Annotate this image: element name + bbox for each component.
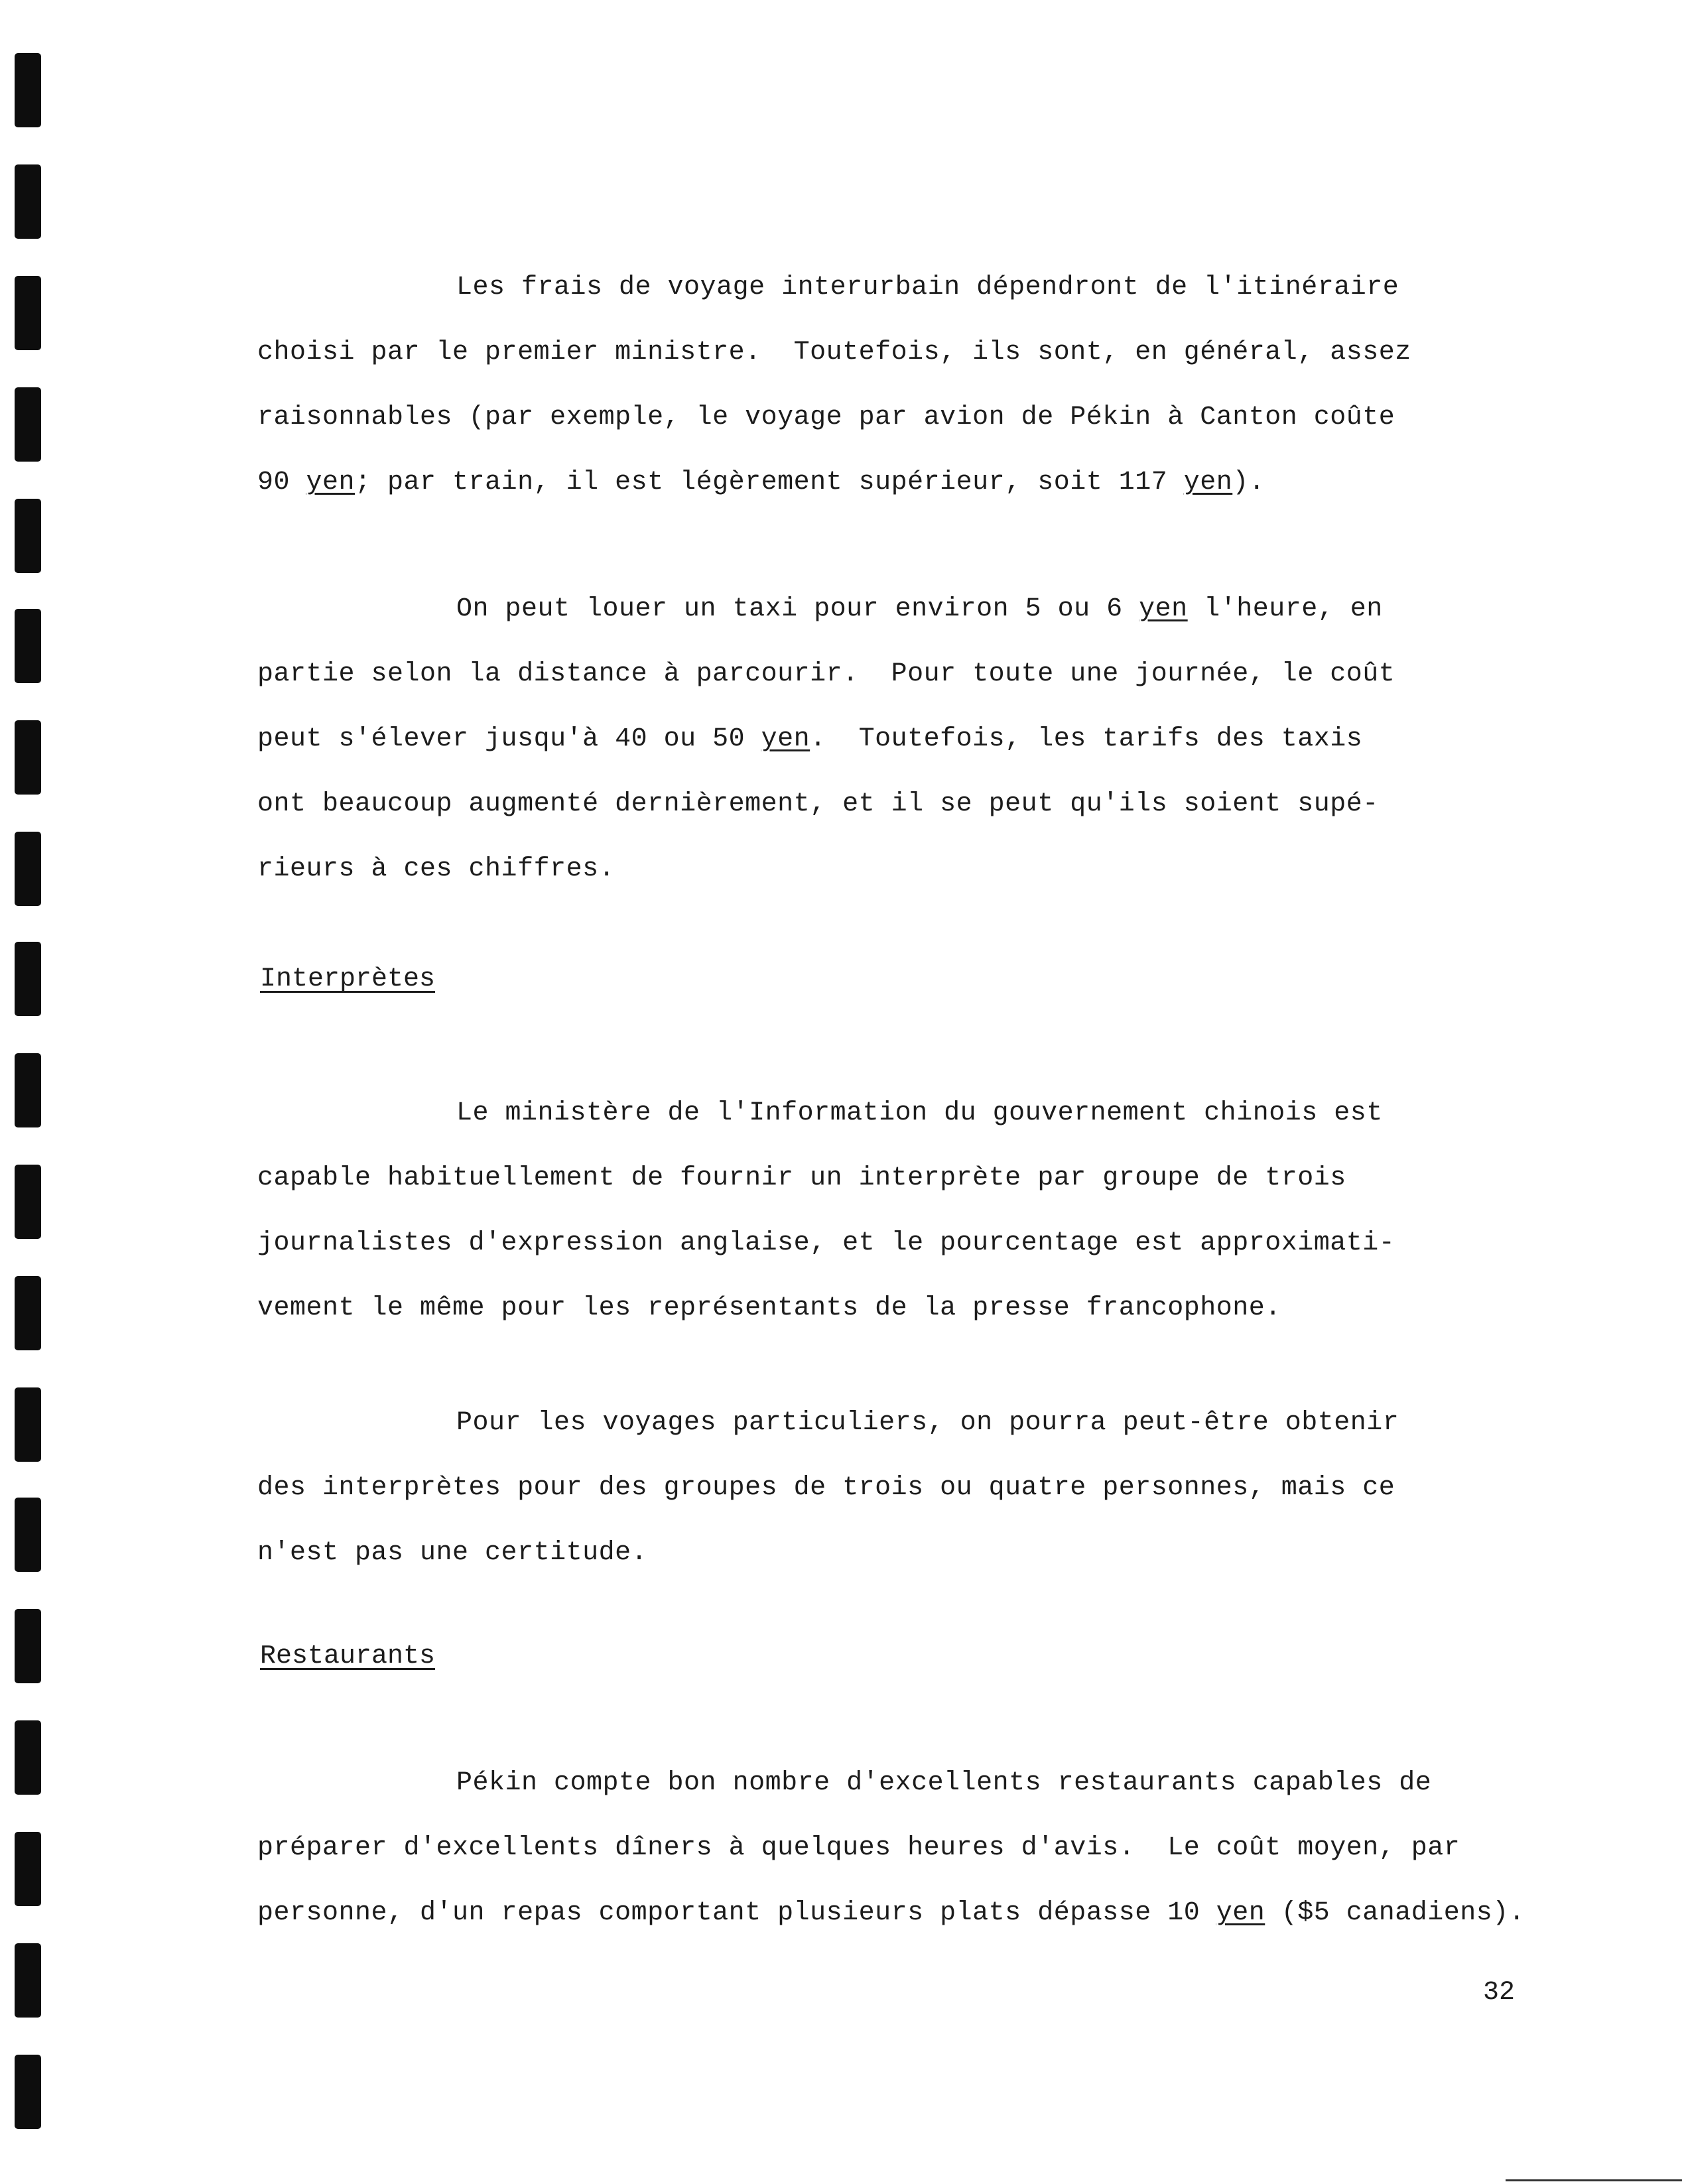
text-segment: rieurs à ces chiffres.: [257, 854, 615, 884]
text-segment: capable habituellement de fournir un interprète par groupe de trois: [257, 1163, 1346, 1193]
text-segment: des interprètes pour des groupes de trois ou quatre personnes, mais ce: [257, 1473, 1395, 1503]
binding-hole: [15, 1832, 41, 1906]
text-segment: ).: [1232, 468, 1265, 497]
text-segment: 90: [257, 468, 306, 497]
text-line: [257, 1521, 1544, 1586]
text-segment: choisi par le premier ministre. Toutefois, ils sont, en général, assez: [257, 338, 1411, 367]
text-segment: préparer d'excellents dîners à quelques heures d'avis. Le coût moyen, par: [257, 1833, 1460, 1863]
paragraph-taxi: [257, 577, 1544, 902]
binding-hole: [15, 1498, 41, 1572]
corner-line: [1506, 2179, 1682, 2181]
text-segment: journalistes d'expression anglaise, et le pourcentage est approximati-: [257, 1228, 1395, 1258]
binding-hole: [15, 609, 41, 683]
text-line: [257, 642, 1544, 707]
text-line: [257, 1081, 1544, 1146]
text-segment: On peut louer un taxi pour environ 5 ou 6: [456, 594, 1139, 624]
binding-holes: [15, 0, 41, 2184]
underlined-term: yen: [1183, 468, 1233, 497]
binding-hole: [15, 1609, 41, 1683]
binding-hole: [15, 1276, 41, 1350]
text-segment: raisonnables (par exemple, le voyage par avion de Pékin à Canton coûte: [257, 403, 1395, 432]
underlined-term: yen: [1139, 594, 1188, 624]
binding-hole: [15, 276, 41, 350]
binding-hole: [15, 387, 41, 462]
text-segment: Les frais de voyage interurbain dépendront de l'itinéraire: [456, 273, 1399, 302]
binding-hole: [15, 1720, 41, 1795]
text-line: [257, 450, 1544, 515]
heading-restaurants: Restaurants: [260, 1641, 436, 1671]
text-segment: ; par train, il est légèrement supérieur, soit 117: [355, 468, 1184, 497]
text-line: [257, 577, 1544, 642]
text-line: [257, 255, 1544, 320]
underlined-term: yen: [761, 724, 810, 754]
binding-hole: [15, 720, 41, 795]
text-line: [257, 1456, 1544, 1521]
binding-hole: [15, 53, 41, 127]
binding-hole: [15, 2055, 41, 2129]
text-line: [257, 772, 1544, 837]
text-line: [257, 1816, 1544, 1881]
paragraph-interpreters-ministry: [257, 1081, 1544, 1341]
text-line: [257, 1211, 1544, 1276]
text-line: [257, 1276, 1544, 1341]
text-line: [257, 1146, 1544, 1211]
binding-hole: [15, 942, 41, 1016]
text-line: [257, 1751, 1544, 1816]
text-segment: personne, d'un repas comportant plusieurs plats dépasse 10: [257, 1898, 1216, 1928]
text-segment: Pékin compte bon nombre d'excellents restaurants capables de: [456, 1768, 1432, 1798]
text-segment: peut s'élever jusqu'à 40 ou 50: [257, 724, 761, 754]
binding-hole: [15, 499, 41, 573]
text-segment: ($5 canadiens).: [1265, 1898, 1525, 1928]
text-segment: l'heure, en: [1187, 594, 1383, 624]
binding-hole: [15, 1387, 41, 1462]
binding-hole: [15, 164, 41, 239]
text-segment: Pour les voyages particuliers, on pourra peut-être obtenir: [456, 1408, 1399, 1438]
text-segment: Le ministère de l'Information du gouvernement chinois est: [456, 1098, 1383, 1128]
binding-hole: [15, 1165, 41, 1239]
page-number: 32: [1483, 1978, 1516, 2008]
text-segment: partie selon la distance à parcourir. Pour toute une journée, le coût: [257, 659, 1395, 689]
underlined-term: yen: [1216, 1898, 1265, 1928]
text-segment: n'est pas une certitude.: [257, 1538, 648, 1568]
text-line: [257, 1391, 1544, 1456]
paragraph-restaurants: [257, 1751, 1544, 1946]
paragraph-interpreters-private: [257, 1391, 1544, 1586]
text-line: [257, 1881, 1544, 1946]
text-line: [257, 707, 1544, 772]
text-segment: . Toutefois, les tarifs des taxis: [810, 724, 1363, 754]
underlined-term: yen: [306, 468, 356, 497]
text-segment: vement le même pour les représentants de la presse francophone.: [257, 1293, 1281, 1323]
text-line: [257, 385, 1544, 450]
binding-hole: [15, 1053, 41, 1127]
binding-hole: [15, 1943, 41, 2018]
text-segment: ont beaucoup augmenté dernièrement, et il se peut qu'ils soient supé-: [257, 789, 1379, 819]
text-line: [257, 837, 1544, 902]
paragraph-travel-costs: [257, 255, 1544, 515]
binding-hole: [15, 832, 41, 906]
heading-interpretes: Interprètes: [260, 964, 436, 994]
text-line: [257, 320, 1544, 385]
